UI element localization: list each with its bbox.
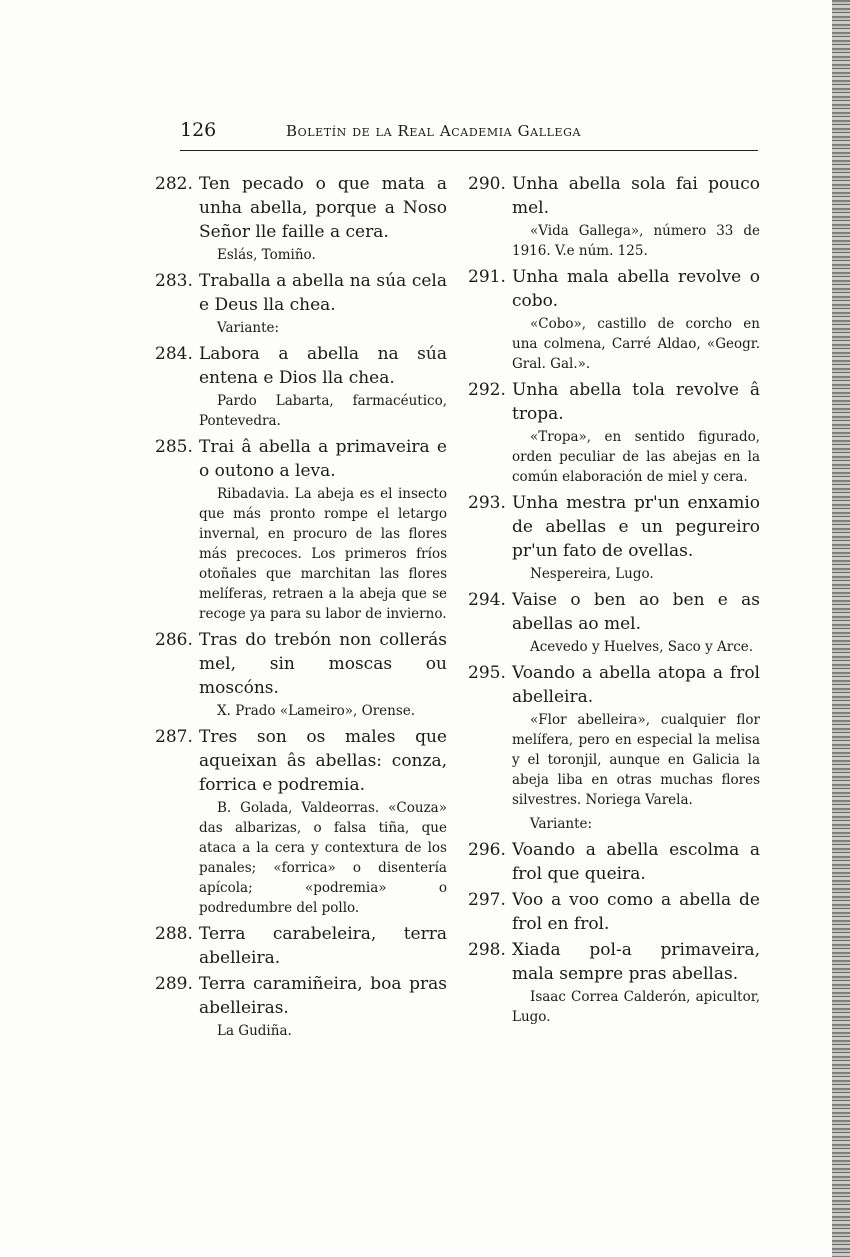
entry-note: Ribadavia. La abeja es el insecto que más pronto rompe el letargo invernal, en procuro de las flores más precoces. Los primeros fríos otoñales que marchitan las flores melíferas, retraen a la abeja que se recoge ya para su labor de invierno. — [199, 486, 447, 622]
proverb-text: Voo a voo como a abella de frol en frol. — [512, 890, 760, 934]
entry-note: Acevedo y Huelves, Saco y Arce. — [530, 639, 754, 655]
entry-note: Variante: — [217, 320, 280, 336]
proverb-entry — [468, 938, 760, 1029]
proverb-entry — [468, 172, 760, 263]
entry-note: X. Prado «Lameiro», Orense. — [217, 703, 416, 719]
scan-binding-edge — [832, 0, 850, 1257]
running-header — [180, 119, 758, 149]
proverb-text: Xiada pol-a primaveira, mala sempre pras abellas. — [512, 940, 760, 984]
entry-number: 297. — [468, 890, 506, 910]
proverb-text: Labora a abella na súa entena e Dios lla chea. — [199, 344, 447, 388]
proverb-entry — [155, 725, 447, 920]
entry-note: «Cobo», castillo de corcho en una colmena, Carré Aldao, «Geogr. Gral. Gal.». — [512, 316, 760, 372]
header-rule — [180, 150, 758, 151]
proverb-text: Ten pecado o que mata a unha abella, porque a Noso Señor lle faille a cera. — [199, 174, 447, 242]
proverb-text: Terra caramiñeira, boa pras abelleiras. — [199, 974, 447, 1018]
entry-number: 289. — [155, 974, 193, 994]
proverb-entry — [468, 588, 760, 659]
proverb-text: Tras do trebón non collerás mel, sin moscas ou moscóns. — [199, 630, 447, 698]
proverb-entry — [468, 378, 760, 489]
entry-note: «Vida Gallega», número 33 de 1916. V.e núm. 125. — [512, 223, 760, 259]
proverb-entry — [155, 628, 447, 723]
entry-number: 284. — [155, 344, 193, 364]
entry-note: Nespereira, Lugo. — [530, 566, 654, 582]
proverb-entry — [155, 972, 447, 1043]
proverb-entry — [468, 491, 760, 586]
proverb-entry — [155, 172, 447, 267]
proverb-text: Terra carabeleira, terra abelleira. — [199, 924, 447, 968]
proverb-text: Vaise o ben ao ben e as abellas ao mel. — [512, 590, 760, 634]
proverb-text: Unha abella tola revolve â tropa. — [512, 380, 760, 424]
entry-number: 298. — [468, 940, 506, 960]
proverb-text: Unha abella sola fai pouco mel. — [512, 174, 760, 218]
left-column — [155, 172, 447, 1045]
entry-number: 291. — [468, 267, 506, 287]
proverb-entry — [155, 922, 447, 970]
proverb-text: Tres son os males que aqueixan âs abellas: conza, forrica e podremia. — [199, 727, 447, 795]
proverb-text: Unha mestra pr'un enxamio de abellas e un pegureiro pr'un fato de ovellas. — [512, 493, 760, 561]
entry-note: «Tropa», en sentido figurado, orden peculiar de las abejas en la común elaboración de miel y cera. — [512, 429, 760, 485]
proverb-text: Voando a abella escolma a frol que queira. — [512, 840, 760, 884]
proverb-entry — [468, 265, 760, 376]
proverb-entry — [468, 838, 760, 886]
proverb-text: Traballa a abella na súa cela e Deus lla chea. — [199, 271, 447, 315]
entry-number: 295. — [468, 663, 506, 683]
proverb-entry — [468, 888, 760, 936]
entry-note: La Gudiña. — [217, 1023, 292, 1039]
proverb-entry — [155, 435, 447, 626]
running-title: Boletín de la Real Academia Gallega — [286, 122, 582, 140]
entry-number: 296. — [468, 840, 506, 860]
entry-number: 282. — [155, 174, 193, 194]
entry-note: Pardo Labarta, farmacéutico, Pontevedra. — [199, 393, 447, 429]
entry-number: 287. — [155, 727, 193, 747]
entry-number: 286. — [155, 630, 193, 650]
proverb-entry — [468, 661, 760, 812]
right-column — [468, 172, 760, 1031]
entry-note: B. Golada, Valdeorras. «Couza» das albarizas, o falsa tiña, que ataca a la cera y contextura de los panales; «forrica» o disentería apícola; «podremia» o podredumbre del pollo. — [199, 800, 447, 916]
proverb-text: Unha mala abella revolve o cobo. — [512, 267, 760, 311]
entry-note: Variante: — [530, 816, 593, 832]
entry-number: 294. — [468, 590, 506, 610]
page-number: 126 — [180, 119, 217, 141]
proverb-entry — [155, 342, 447, 433]
entry-number: 293. — [468, 493, 506, 513]
entry-number: 290. — [468, 174, 506, 194]
proverb-text: Trai â abella a primaveira e o outono a leva. — [199, 437, 447, 481]
variant-note-entry — [468, 814, 760, 836]
entry-number: 288. — [155, 924, 193, 944]
entry-number: 283. — [155, 271, 193, 291]
entry-note: Eslás, Tomiño. — [217, 247, 316, 263]
entry-number: 285. — [155, 437, 193, 457]
entry-number: 292. — [468, 380, 506, 400]
entry-note: Isaac Correa Calderón, apicultor, Lugo. — [512, 989, 760, 1025]
proverb-entry — [155, 269, 447, 340]
entry-note: «Flor abelleira», cualquier flor melífera, pero en especial la melisa y el toronjil, aunque en Galicia la abeja liba en otras muchas flores silvestres. Noriega Varela. — [512, 712, 760, 808]
proverb-text: Voando a abella atopa a frol abelleira. — [512, 663, 760, 707]
